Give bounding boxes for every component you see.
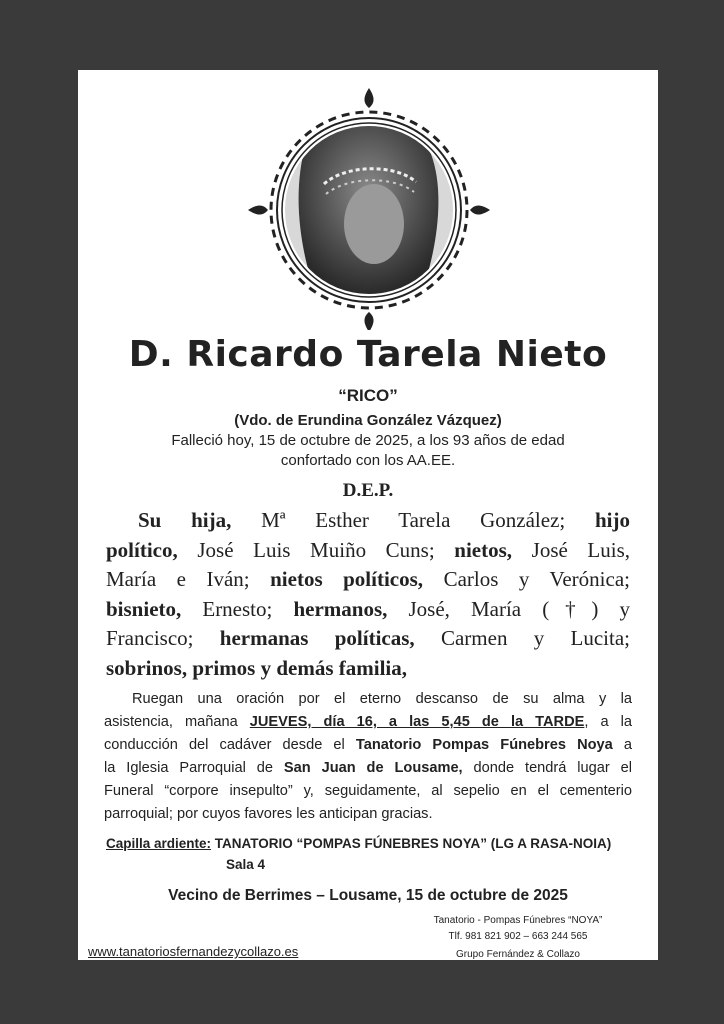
service-line: Ruegan una oración por el eterno descanso de su alma y la: [132, 691, 632, 707]
widow-of-line: (Vdo. de Erundina González Vázquez): [234, 412, 502, 429]
dep-heading: D.E.P.: [342, 480, 394, 501]
residence-date-line: Vecino de Berrimes – Lousame, 15 de octubre de 2025: [168, 887, 568, 904]
family-line: María e Iván; nietos políticos, Carlos y Verónica;: [106, 567, 630, 591]
room-number: Sala 4: [226, 857, 266, 872]
footer-company: Tanatorio - Pompas Fúnebres “NOYA”: [433, 915, 603, 926]
family-line: político, José Luis Muiño Cuns; nietos, José Luis,: [106, 537, 631, 562]
family-line: bisnieto, Ernesto; hermanos, José, María (†) y: [106, 596, 631, 621]
service-line: conducción del cadáver desde el Tanatorio Pompas Fúnebres Noya a: [104, 737, 632, 753]
family-line: Francisco; hermanas políticas, Carmen y Lucita;: [106, 626, 631, 650]
family-line: sobrinos, primos y demás familia,: [106, 655, 408, 680]
funeral-chapel-value: TANATORIO “POMPAS FÚNEBRES NOYA” (LG A RASA-NOIA): [211, 836, 612, 851]
footer-phone: Tlf. 981 821 902 – 663 244 565: [448, 931, 588, 942]
deceased-name: D. Ricardo Tarela Nieto: [128, 334, 608, 375]
service-line: la Iglesia Parroquial de San Juan de Lousame, donde tendrá lugar el: [104, 760, 633, 776]
funeral-chapel-line: [106, 836, 611, 851]
ornamental-portrait-frame: [246, 84, 492, 330]
obituary-sheet: [78, 70, 658, 960]
comforted-line: confortado con los AA.EE.: [280, 452, 456, 469]
service-line: asistencia, mañana JUEVES, día 16, a las 5,45 de la TARDE, a la: [104, 714, 632, 730]
service-date-time: JUEVES, día 16, a las 5,45 de la TARDE: [249, 714, 585, 730]
family-line: Su hija, Mª Esther Tarela González; hijo: [138, 508, 630, 532]
family-paragraph: [106, 506, 630, 683]
service-line: Funeral “corpore insepulto” y, seguidamente, al sepelio en el cementerio: [104, 783, 632, 799]
footer-group: Grupo Fernández & Collazo: [456, 949, 580, 960]
nickname: “RICO”: [338, 386, 398, 405]
death-date-line: Falleció hoy, 15 de octubre de 2025, a los 93 años de edad: [171, 432, 565, 449]
service-line: parroquial; por cuyos favores les anticipan gracias.: [104, 806, 433, 822]
service-paragraph: [104, 688, 632, 826]
funeral-chapel-label: Capilla ardiente:: [106, 836, 212, 851]
website-link[interactable]: www.tanatoriosfernandezycollazo.es: [88, 944, 299, 959]
